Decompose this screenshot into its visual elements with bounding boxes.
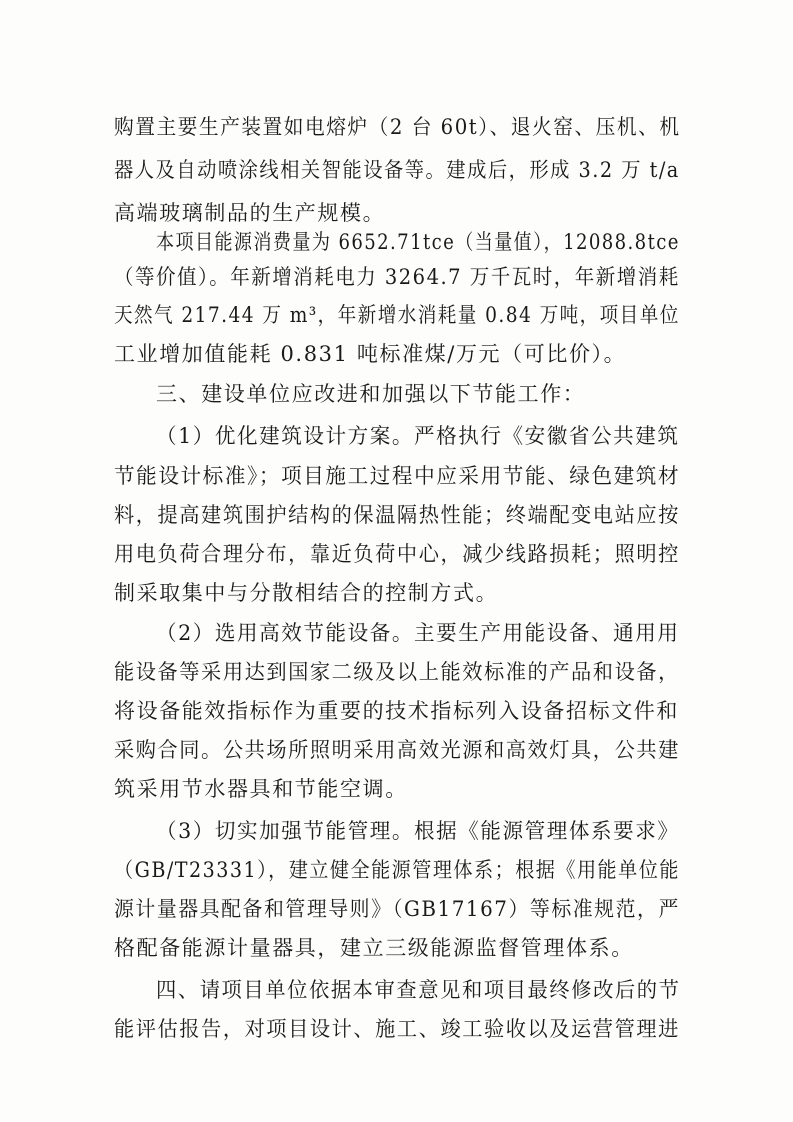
text-line: （GB/T23331），建立健全能源管理体系；根据《用能单位能 — [114, 858, 680, 882]
text-line: 能设备等采用达到国家二级及以上能效标准的产品和设备， — [114, 660, 680, 684]
text-line: （等价值）。年新增消耗电力 3264.7 万千瓦时，年新增消耗 — [114, 265, 680, 289]
text-line: （3）切实加强节能管理。根据《能源管理体系要求》 — [156, 819, 680, 843]
text-line: 制采取集中与分散相结合的控制方式。 — [114, 581, 499, 605]
text-line: 天然气 217.44 万 m³，年新增水消耗量 0.84 万吨，项目单位 — [114, 303, 680, 327]
section-heading: 三、建设单位应改进和加强以下节能工作： — [156, 382, 586, 406]
text-line: 格配备能源计量器具，建立三级能源监督管理体系。 — [114, 936, 634, 960]
text-line: 高端玻璃制品的生产规模。 — [114, 201, 386, 225]
text-line: 源计量器具配备和管理导则》（GB17167）等标准规范，严 — [114, 897, 680, 921]
text-line: 将设备能效指标作为重要的技术指标列入设备招标文件和 — [114, 699, 679, 723]
text-line: （2）选用高效节能设备。主要生产用能设备、通用用 — [156, 621, 680, 645]
text-line: 能评估报告，对项目设计、施工、竣工验收以及运营管理进 — [114, 1017, 680, 1041]
text-line: （1）优化建筑设计方案。严格执行《安徽省公共建筑 — [156, 424, 680, 448]
text-line: 器人及自动喷涂线相关智能设备等。建成后，形成 3.2 万 t/a — [114, 158, 680, 182]
text-line: 用电负荷合理分布，靠近负荷中心，减少线路损耗；照明控 — [114, 542, 680, 566]
text-line: 工业增加值能耗 0.831 吨标准煤/万元（可比价）。 — [114, 342, 627, 366]
text-line: 料，提高建筑围护结构的保温隔热性能；终端配变电站应按 — [114, 503, 680, 527]
text-line: 采购合同。公共场所照明采用高效光源和高效灯具，公共建 — [114, 738, 680, 762]
text-line: 筑采用节水器具和节能空调。 — [114, 777, 408, 801]
text-line: 购置主要生产装置如电熔炉（2 台 60t）、退火窑、压机、机 — [114, 115, 681, 139]
text-line: 节能设计标准》；项目施工过程中应采用节能、绿色建筑材 — [114, 464, 681, 488]
text-line: 本项目能源消费量为 6652.71tce（当量值），12088.8tce — [156, 230, 680, 254]
section-heading: 四、请项目单位依据本审查意见和项目最终修改后的节 — [156, 978, 681, 1002]
